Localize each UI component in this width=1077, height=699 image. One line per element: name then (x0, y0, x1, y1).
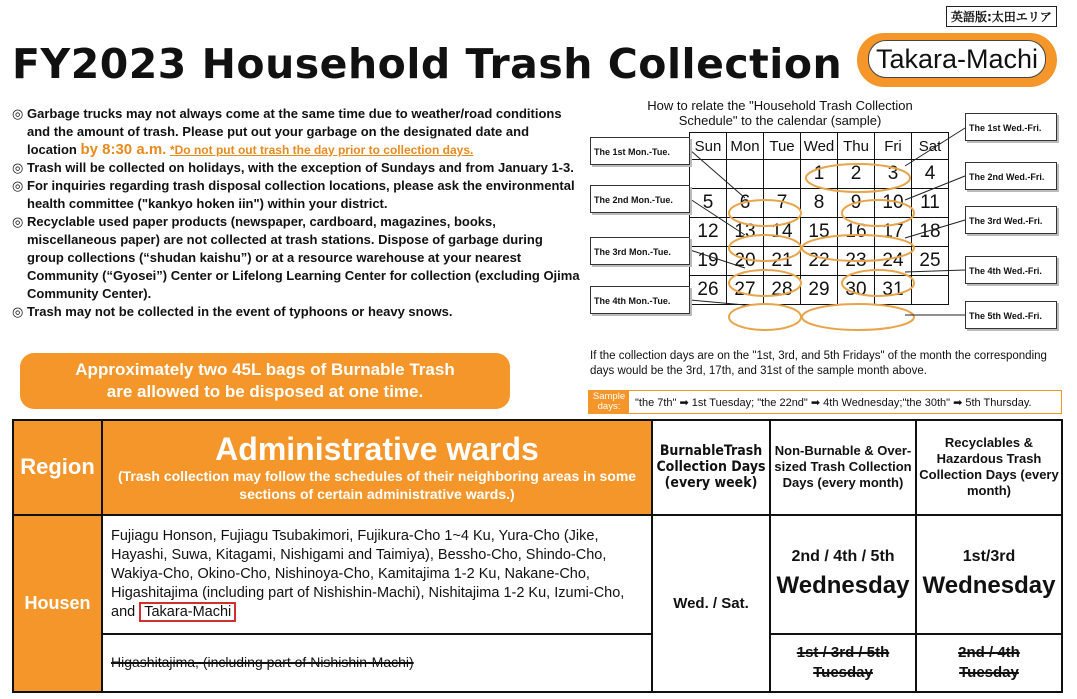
wards-cell (102, 515, 652, 634)
burnable-days: Wed. / Sat. (652, 515, 770, 692)
calendar-label-left: The 4th Mon.-Tue. (590, 286, 690, 314)
weekday-header: Tue (764, 133, 801, 160)
struck-nonburnable-weeks: 1st / 3rd / 5th (796, 643, 890, 661)
note-time: by 8:30 a.m. (80, 141, 167, 158)
weekday-header: Thu (838, 133, 875, 160)
calendar-title-line-1: How to relate the "Household Trash Collection (647, 98, 913, 113)
calendar-day: 30 (838, 276, 875, 305)
bullet-icon: ◎ (12, 178, 24, 193)
bullet-icon: ◎ (12, 160, 24, 175)
struck-wards-cell: Higashitajima, (including part of Nishishin-Machi) (102, 634, 652, 692)
calendar-day: 18 (912, 218, 949, 247)
calendar-title (590, 98, 970, 128)
calendar-header-row (690, 133, 949, 160)
calendar-label-left: The 3rd Mon.-Tue. (590, 237, 690, 265)
region-cell: Housen (13, 515, 102, 692)
recyclable-weekday: Wednesday (922, 572, 1056, 600)
calendar-day: 12 (690, 218, 727, 247)
calendar-day: 9 (838, 189, 875, 218)
weekday-header: Mon (727, 133, 764, 160)
calendar-day: 7 (764, 189, 801, 218)
calendar-day: 20 (727, 247, 764, 276)
note-text: Trash may not be collected in the event of typhoons or heavy snows. (27, 304, 453, 319)
calendar-day: 21 (764, 247, 801, 276)
calendar-day: 14 (764, 218, 801, 247)
calendar-day: 11 (912, 189, 949, 218)
note-warning: *Do not put out trash the day prior to collection days. (169, 143, 474, 157)
calendar-day (690, 160, 727, 189)
note-item (12, 159, 580, 177)
area-badge-label: Takara-Machi (868, 40, 1046, 78)
sample-explanation: If the collection days are on the "1st, 3rd, and 5th Fridays" of the month the corresponding days would be the 3rd, 17th, and 31st of the sample month above. (590, 350, 1047, 377)
weekday-header: Wed (801, 133, 838, 160)
bag-limit-line-2: are allowed to be disposed at one time. (106, 382, 424, 401)
struck-recyclable-weeks: 2nd / 4th (958, 643, 1020, 661)
note-text: Recyclable used paper products (newspaper, cardboard, magazines, books, miscellaneous paper) are not collected at trash stations. Dispose of garbage during group collections (“shudan kaishu”) or at a resource warehouse at your nearest Community (“Gyosei”) Center or Lifelong Learning Center for collection (excluding Ojima Community Center). (27, 214, 580, 301)
calendar-week-row (690, 218, 949, 247)
calendar-week-row (690, 189, 949, 218)
notes-list (12, 105, 580, 321)
struck-nonburnable-days (770, 634, 916, 692)
bullet-icon: ◎ (12, 214, 24, 229)
calendar-day: 2 (838, 160, 875, 189)
sample-calendar (689, 132, 949, 305)
calendar-day: 6 (727, 189, 764, 218)
recyclable-days (916, 515, 1062, 634)
calendar-day: 13 (727, 218, 764, 247)
calendar-label-right: The 4th Wed.-Fri. (965, 256, 1057, 284)
calendar-title-line-2: Schedule" to the calendar (sample) (678, 113, 882, 128)
struck-recyclable-days (916, 634, 1062, 692)
calendar-day: 19 (690, 247, 727, 276)
note-text: For inquiries regarding trash disposal collection locations, please ask the environmental health committee ("kankyo hoken iin") within your district. (27, 178, 575, 211)
weekday-header: Sat (912, 133, 949, 160)
wards-header-title: Administrative wards (215, 431, 539, 468)
sample-days-text: "the 7th" ➡ 1st Tuesday; "the 22nd" ➡ 4th Wednesday;"the 30th" ➡ 5th Thursday. (635, 396, 1032, 409)
calendar-week-row (690, 276, 949, 305)
bullet-icon: ◎ (12, 106, 24, 121)
language-tag: 英語版:太田エリア (946, 6, 1057, 27)
struck-nonburnable-weekday: Tuesday (813, 663, 873, 681)
calendar-day: 10 (875, 189, 912, 218)
calendar-day: 24 (875, 247, 912, 276)
calendar-label-right: The 5th Wed.-Fri. (965, 301, 1057, 329)
highlighted-ward: Takara-Machi (139, 602, 236, 622)
wards-header-note: (Trash collection may follow the schedules of their neighboring areas in some sections of certain administrative wards.) (117, 468, 637, 503)
calendar-day: 28 (764, 276, 801, 305)
calendar-label-right: The 2nd Wed.-Fri. (965, 162, 1057, 190)
nonburnable-weekday: Wednesday (776, 572, 910, 600)
note-item (12, 105, 580, 159)
recyclable-header: Recyclables & Hazardous Trash Collection Days (every month) (916, 420, 1062, 515)
area-badge (857, 33, 1057, 87)
calendar-label-right: The 1st Wed.-Fri. (965, 113, 1057, 141)
note-item (12, 177, 580, 213)
calendar-label-right: The 3rd Wed.-Fri. (965, 206, 1057, 234)
bag-limit-line-1: Approximately two 45L bags of Burnable Trash (75, 360, 455, 379)
calendar-day: 3 (875, 160, 912, 189)
note-item (12, 213, 580, 303)
bag-limit-banner (20, 353, 510, 409)
bullet-icon: ◎ (12, 304, 24, 319)
schedule-table (12, 419, 1061, 693)
schedule-row (13, 515, 1062, 634)
calendar-day: 29 (801, 276, 838, 305)
calendar-day (912, 276, 949, 305)
calendar-day: 17 (875, 218, 912, 247)
recyclable-weeks: 1st/3rd (962, 548, 1016, 566)
schedule-header-row (13, 420, 1062, 515)
calendar-day: 23 (838, 247, 875, 276)
note-item (12, 303, 580, 321)
note-text: Trash will be collected on holidays, with the exception of Sundays and from January 1-3. (27, 160, 574, 175)
calendar-day: 25 (912, 247, 949, 276)
calendar-day: 8 (801, 189, 838, 218)
calendar-day (764, 160, 801, 189)
calendar-week-row (690, 160, 949, 189)
calendar-day: 22 (801, 247, 838, 276)
nonburnable-header: Non-Burnable & Over-sized Trash Collection Days (every month) (770, 420, 916, 515)
calendar-label-left: The 2nd Mon.-Tue. (590, 185, 690, 213)
sample-days-tag: Sample days: (589, 391, 629, 413)
calendar-day: 4 (912, 160, 949, 189)
burnable-header: BurnableTrash Collection Days (every week) (652, 420, 770, 515)
calendar-day: 27 (727, 276, 764, 305)
calendar-day: 5 (690, 189, 727, 218)
calendar-week-row (690, 247, 949, 276)
page-title: FY2023 Household Trash Collection (12, 40, 843, 88)
calendar-day: 31 (875, 276, 912, 305)
schedule-row-struck (13, 634, 1062, 692)
wards-header (102, 420, 652, 515)
calendar-day: 16 (838, 218, 875, 247)
note-text: Garbage trucks may not always come at the same time due to weather/road conditions and the amount of trash. Please put out your garbage on the designated date and location (27, 106, 562, 157)
calendar-day: 26 (690, 276, 727, 305)
sample-days-bar (588, 390, 1062, 414)
calendar-day: 15 (801, 218, 838, 247)
wards-list: Fujiagu Honson, Fujiagu Tsubakimori, Fujikura-Cho 1~4 Ku, Yura-Cho (Jike, Hayashi, Suwa, Kitagami, Nishigami and Taimiya), Bessho-Cho, Shindo-Cho, Wakiya-Cho, Okino-Cho, Nishinoya-Cho, Kamitajima 1-2 Ku, Nakane-Cho, Higashitajima (including part of Nishishin-Machi), Nishitajima 1-2 Ku, Izumi-Cho, and (111, 527, 625, 620)
nonburnable-days (770, 515, 916, 634)
calendar-label-left: The 1st Mon.-Tue. (590, 137, 690, 165)
struck-recyclable-weekday: Tuesday (959, 663, 1019, 681)
region-header: Region (13, 420, 102, 515)
calendar-day: 1 (801, 160, 838, 189)
nonburnable-weeks: 2nd / 4th / 5th (791, 548, 895, 566)
weekday-header: Fri (875, 133, 912, 160)
weekday-header: Sun (690, 133, 727, 160)
calendar-day (727, 160, 764, 189)
